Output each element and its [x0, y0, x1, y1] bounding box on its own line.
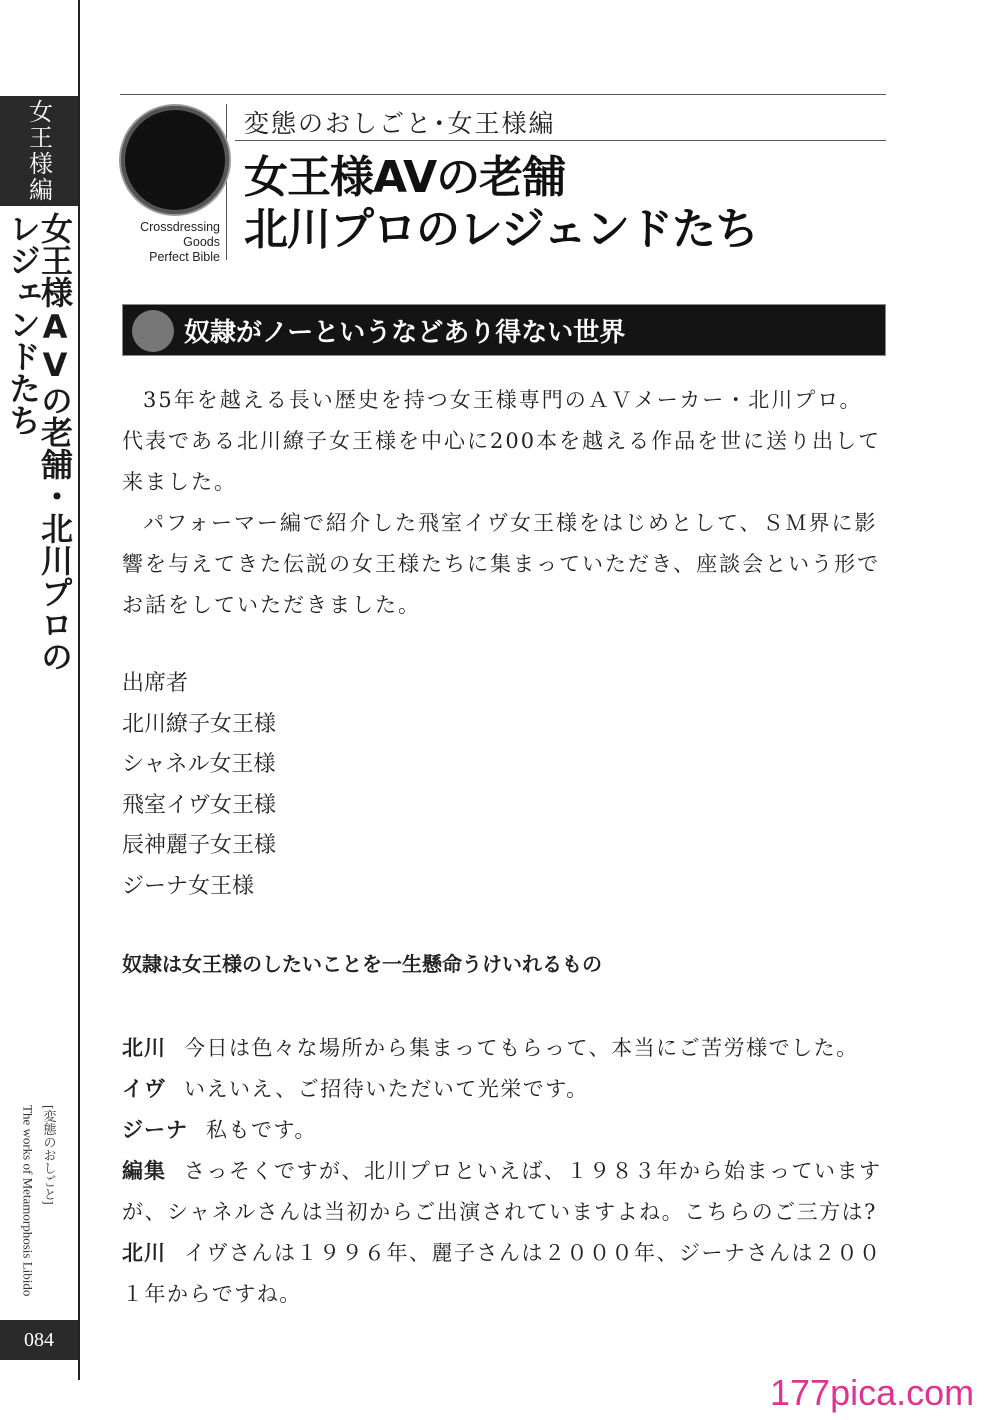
list-item: 辰神麗子女王様 [122, 833, 277, 858]
dialogue-text: 私もです。 [206, 1118, 317, 1142]
brand-line-1: Crossdressing [140, 220, 220, 234]
page-number: 084 [0, 1320, 78, 1360]
sidebar-credit [0, 1105, 78, 1305]
dialogue-text: イヴさんは１９９６年、麗子さんは２０００年、ジーナさんは２００１年からですね。 [122, 1241, 882, 1306]
dialogue-line [122, 1233, 886, 1315]
attendee-list [122, 664, 276, 907]
list-item: 飛室イヴ女王様 [122, 792, 277, 818]
intro-text [122, 380, 884, 626]
sidebar-rule [78, 0, 80, 1380]
dialogue-text: 今日は色々な場所から集まってもらって、本当にご苦労様でした。 [184, 1036, 859, 1060]
section-bullet-icon [132, 310, 174, 352]
speaker-name: ジーナ [122, 1118, 188, 1142]
dialogue-text: さっそくですが、北川プロといえば、１９８３年から始まっていますが、シャネルさんは当初からご出演されていますよね。こちらのご三方は? [122, 1159, 882, 1224]
sidebar-tab-label: 女王様編 [24, 99, 53, 203]
watermark: 177pica.com [770, 1372, 975, 1413]
intro-paragraph-1: 35年を越える長い歴史を持つ女王様専門のＡＶメーカー・北川プロ。代表である北川繚子女王様を中心に200本を越える作品を世に送り出して来ました。 [122, 388, 882, 494]
sidebar-title-text: 女王様AVの老舗・北川プロのレジェンドたち [4, 212, 74, 672]
list-item: 北川繚子女王様 [122, 711, 277, 737]
speaker-name: イヴ [122, 1077, 166, 1101]
header-rule-middle [235, 140, 886, 141]
credit-line-2: [変態のおしごと] [41, 1105, 57, 1205]
speaker-name: 北川 [122, 1241, 166, 1265]
title-line-2: 北川プロのレジェンドたち [244, 204, 759, 255]
sidebar-tab [0, 96, 78, 206]
header-vertical-rule [226, 104, 227, 260]
dialogue-line [122, 1110, 886, 1151]
credit-line-1: The works of Metamorphosis Libido [20, 1105, 36, 1297]
speaker-name: 北川 [122, 1036, 166, 1060]
dialogue-text: いえいえ、ご招待いただいて光栄です。 [184, 1077, 589, 1101]
dialogue-subheading: 奴隷は女王様のしたいことを一生懸命うけいれるもの [122, 952, 602, 976]
brand-line-3: Perfect Bible [149, 250, 220, 264]
intro-paragraph-2: パフォーマー編で紹介した飛室イヴ女王様をはじめとして、ＳＭ界に影響を与えてきた伝説の女王様たちに集まっていただき、座談会という形でお話をしていただきました。 [122, 511, 881, 617]
header-circle-icon [121, 106, 229, 214]
list-item: シャネル女王様 [122, 752, 276, 777]
header-rule-top [120, 94, 886, 95]
title-line-1: 女王様AVの老舗 [244, 152, 566, 203]
section-heading: 奴隷がノーというなどあり得ない世界 [184, 318, 626, 348]
series-label: 変態のおしごと･女王様編 [244, 109, 556, 138]
brand-caption [110, 220, 220, 265]
brand-line-2: Goods [183, 235, 220, 249]
dialogue [122, 1028, 886, 1315]
dialogue-line [122, 1151, 886, 1233]
attendee-label: 出席者 [122, 671, 189, 696]
page-title [244, 152, 758, 256]
dialogue-line [122, 1069, 886, 1110]
speaker-name: 編集 [122, 1159, 166, 1183]
sidebar-vertical-title [0, 212, 78, 672]
dialogue-line [122, 1028, 886, 1069]
list-item: ジーナ女王様 [122, 873, 255, 899]
